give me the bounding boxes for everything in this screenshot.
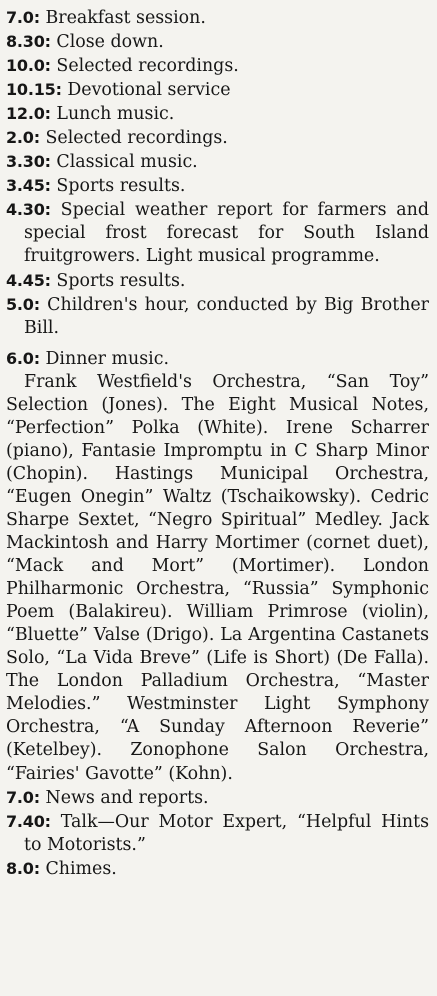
dinner-music-programme: Frank Westfield's Orchestra, “San Toy” Selection (Jones). The Eight Musical Notes, “Perfection” Polka (White). Irene Scharrer (piano), Fantasie Impromptu in C Sharp Minor (Chopin). Hastings Municipal Orchestra, “Eugen Onegin” Waltz (Tschaikowsky). Cedric Sharpe Sextet, “Negro Spiritual” Medley. Jack Mackintosh and Harry Mortimer (cornet duet), “Mack and Mort” (Mortimer). London Philharmonic Orchestra, “Russia” Symphonic Poem (Balakireu). William Primrose (violin), “Bluette” Valse (Drigo). La Argentina Castanets Solo, “La Vida Breve” (Life is Short) (De Falla). The London Palladium Orchestra, “Master Melodies.” Westminster Light Symphony Orchestra, “A Sunday Afternoon Reverie” (Ketelbey). Zonophone Salon Orchestra, “Fairies' Gavotte” (Kohn). bbox=[6, 371, 429, 784]
schedule-entry bbox=[6, 198, 429, 268]
entry-text: Chimes. bbox=[45, 858, 117, 879]
entry-time: 6.0: bbox=[6, 348, 40, 368]
entry-text: Breakfast session. bbox=[45, 8, 206, 28]
schedule-entry bbox=[6, 150, 429, 174]
entry-text: Children's hour, conducted by Big Brother Bill. bbox=[24, 294, 429, 338]
schedule-entry bbox=[6, 810, 429, 857]
entry-text: Selected recordings. bbox=[45, 128, 228, 149]
entry-time: 4.30: bbox=[6, 200, 51, 220]
entry-text: Sports results. bbox=[56, 176, 186, 197]
schedule-entry bbox=[6, 786, 429, 810]
entry-text: Sports results. bbox=[56, 270, 186, 291]
entry-text: Classical music. bbox=[56, 152, 198, 173]
schedule-entry bbox=[6, 102, 429, 126]
entry-text: Special weather report for farmers and special frost forecast for South Island fruitgrowers. Light musical programme. bbox=[24, 200, 429, 267]
entry-time: 2.0: bbox=[6, 128, 40, 148]
entry-time: 5.0: bbox=[6, 294, 40, 314]
entry-text: Dinner music. bbox=[45, 348, 169, 369]
entry-time: 8.30: bbox=[6, 32, 51, 52]
schedule-entry bbox=[6, 54, 429, 78]
entry-text: Lunch music. bbox=[56, 104, 175, 125]
entry-time: 3.30: bbox=[6, 152, 51, 172]
entry-time: 10.15: bbox=[6, 80, 62, 100]
entry-time: 10.0: bbox=[6, 56, 51, 76]
schedule-entry bbox=[6, 347, 429, 371]
schedule-entry bbox=[6, 174, 429, 198]
schedule-entry bbox=[6, 78, 429, 102]
schedule-entry bbox=[6, 30, 429, 54]
entry-time: 7.0: bbox=[6, 8, 40, 27]
entry-time: 12.0: bbox=[6, 104, 51, 124]
schedule-entry bbox=[6, 857, 429, 881]
entry-time: 3.45: bbox=[6, 176, 51, 196]
entry-text: Devotional service bbox=[67, 80, 231, 101]
schedule-entry bbox=[6, 126, 429, 150]
entry-text: Selected recordings. bbox=[56, 56, 239, 77]
schedule-entry bbox=[6, 6, 429, 30]
entry-time: 7.0: bbox=[6, 787, 40, 807]
schedule-entry bbox=[6, 293, 429, 340]
schedule-entry bbox=[6, 269, 429, 293]
entry-time: 8.0: bbox=[6, 858, 40, 878]
entry-text: Talk—Our Motor Expert, “Helpful Hints to Motorists.” bbox=[24, 811, 429, 855]
entry-time: 7.40: bbox=[6, 811, 51, 831]
entry-text: News and reports. bbox=[45, 787, 209, 808]
entry-text: Close down. bbox=[56, 32, 164, 53]
entry-time: 4.45: bbox=[6, 270, 51, 290]
